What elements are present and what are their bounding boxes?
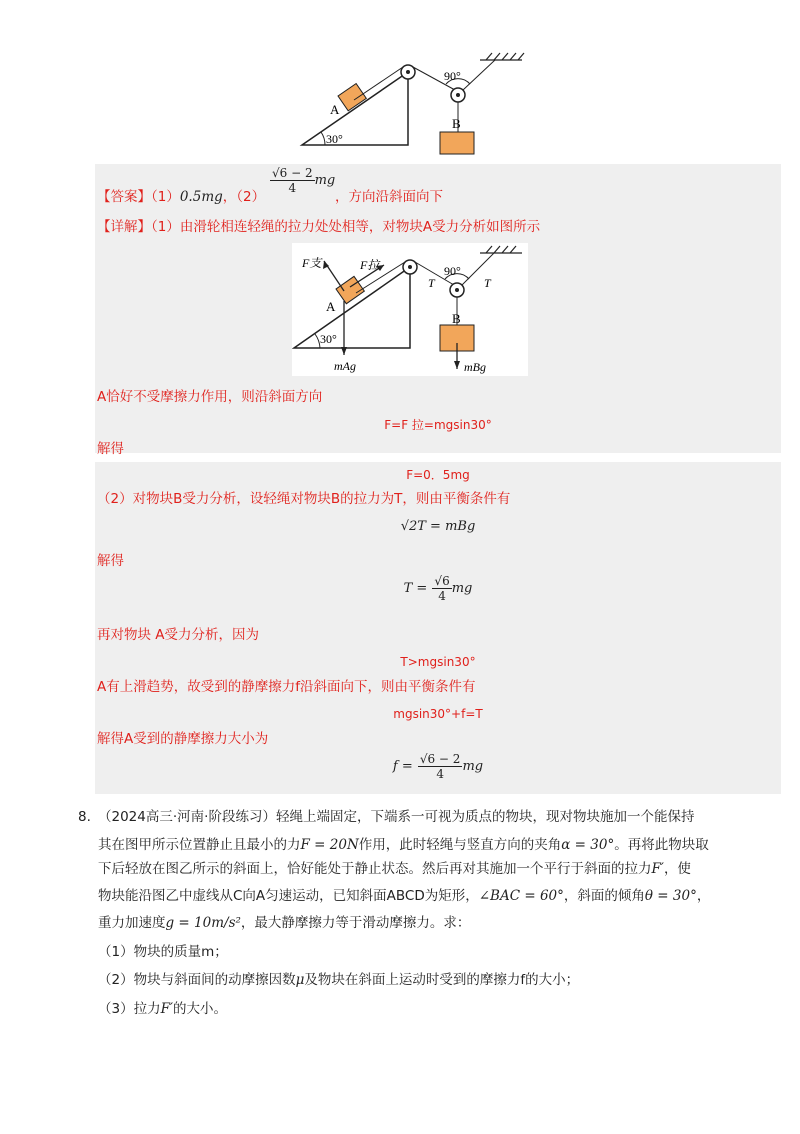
step-3: （2）对物块B受力分析，设轻绳对物块B的拉力为T，则由平衡条件有 [97, 491, 511, 507]
detail-line [97, 218, 540, 236]
eq-7-lhs: f = [392, 759, 413, 774]
sub-question-2 [98, 971, 579, 989]
q-q3a: （3）拉力 [98, 1001, 161, 1017]
q-l5b: ，最大静摩擦力等于滑动摩擦力。求： [240, 915, 471, 931]
q-l4b: ，斜面的倾角 [563, 888, 645, 904]
detail-text: （1）由滑轮相连轻绳的拉力处处相等，对物块A受力分析如图所示 [151, 219, 541, 235]
step-2: 解得 [97, 441, 124, 457]
step-7: 解得A受到的静摩擦力大小为 [97, 731, 269, 747]
q-l2b: 作用，此时轻绳与竖直方向的夹角 [358, 837, 562, 853]
answer-line [97, 188, 265, 206]
answer-fraction [270, 166, 335, 195]
eq-4-num: √6 [434, 574, 450, 588]
q-l3m: F′ [651, 861, 664, 877]
step-4: 解得 [97, 553, 124, 569]
block-a [338, 84, 366, 111]
label-mag: mAg [334, 359, 356, 373]
detail-prefix: 【详解】 [97, 219, 151, 235]
question-line-1: （2024高三·河南·阶段练习）轻绳上端固定，下端系一可视为质点的物块，现对物块施加一个能保持 [98, 809, 695, 825]
eq-4-tail: mg [451, 581, 473, 596]
q-l2m2: α = 30° [561, 837, 615, 853]
q-l2m: F = 20N [300, 837, 359, 853]
eq-7 [95, 752, 781, 781]
block-b [440, 132, 474, 154]
label-b2: B [452, 311, 461, 326]
q-q2b: 及物块在斜面上运动时受到的摩擦力f的大小； [304, 972, 580, 988]
step-5: 再对物块 A受力分析，因为 [97, 627, 260, 643]
label-t-left: T [428, 276, 435, 290]
angle-30: 30° [326, 132, 343, 146]
question-line-3 [98, 860, 691, 878]
eq-1: F=F 拉=mgsin30° [384, 418, 492, 432]
label-t-right: T [484, 276, 491, 290]
q-l2a: 其在图甲所示位置静止且最小的力 [98, 837, 301, 853]
sub-question-3 [98, 1000, 227, 1018]
answer-p2: （2） [236, 189, 266, 205]
answer-tail: ，方向沿斜面向下 [335, 189, 443, 205]
label-b: B [452, 116, 461, 131]
eq-5: T>mgsin30° [400, 655, 476, 669]
angle-30-2: 30° [320, 332, 337, 346]
eq-7-den: 4 [436, 767, 444, 781]
incline [302, 72, 408, 145]
q-l3a: 下后轻放在图乙所示的斜面上，恰好能处于静止状态。然后再对其施加一个平行于斜面的拉力 [98, 861, 652, 877]
q-l5m: g = 10m/s² [165, 915, 241, 931]
answer-value-1: 0.5mg [179, 189, 223, 205]
question-line-2 [98, 836, 709, 854]
step-6: A有上滑趋势，故受到的静摩擦力f沿斜面向下，则由平衡条件有 [97, 679, 476, 695]
q-l4c: ， [696, 888, 711, 904]
q-l2c: 。再将此物块取 [614, 837, 709, 853]
answer-prefix: 【答案】 [97, 189, 151, 205]
step-1: A恰好不受摩擦力作用，则沿斜面方向 [97, 389, 323, 405]
q-q3m: F′ [160, 1001, 174, 1017]
angle-arc [321, 132, 325, 145]
eq-4-lhs: T = [403, 581, 428, 596]
q-l3b: ，使 [663, 861, 691, 877]
sub-question-1: （1）物块的质量m； [98, 944, 228, 960]
q-l4m: ∠BAC = 60° [478, 888, 564, 904]
eq-6: mgsin30°+f=T [393, 707, 483, 721]
question-line-4 [98, 887, 710, 905]
q-l4a: 物块能沿图乙中虚线从C向A匀速运动，已知斜面ABCD为矩形， [98, 888, 479, 904]
eq-4 [95, 574, 781, 603]
question-line-5 [98, 914, 470, 932]
figure-force-analysis [292, 243, 528, 376]
ceiling-hatch [480, 53, 524, 60]
answer-frac-tail: mg [314, 173, 336, 188]
angle-90-2: 90° [444, 264, 461, 278]
answer-sep: ， [222, 189, 237, 205]
label-mbg: mBg [464, 360, 486, 374]
question-number: 8. [78, 809, 91, 825]
angle-90: 90° [444, 69, 461, 83]
eq-2: F=0．5mg [406, 468, 470, 482]
eq-3: √2T = mBg [400, 519, 476, 534]
label-f-support: F支 [302, 256, 322, 270]
eq-7-num: √6 − 2 [419, 752, 461, 766]
label-f-pull: F拉 [360, 258, 380, 272]
q-l4m2: θ = 30° [644, 888, 697, 904]
figure-incline-pulley [290, 50, 530, 160]
answer-frac-den: 4 [288, 181, 297, 195]
eq-7-tail: mg [462, 759, 484, 774]
q-q3b: 的大小。 [173, 1001, 228, 1017]
answer-frac-num: √6 − 2 [272, 166, 313, 180]
label-a: A [330, 102, 340, 117]
label-a2: A [326, 299, 336, 314]
q-q2a: （2）物块与斜面间的动摩擦因数 [98, 972, 296, 988]
eq-4-den: 4 [438, 589, 446, 603]
answer-p1: （1） [151, 189, 180, 205]
q-l5a: 重力加速度 [98, 915, 166, 931]
q-q2m: μ [295, 972, 305, 988]
